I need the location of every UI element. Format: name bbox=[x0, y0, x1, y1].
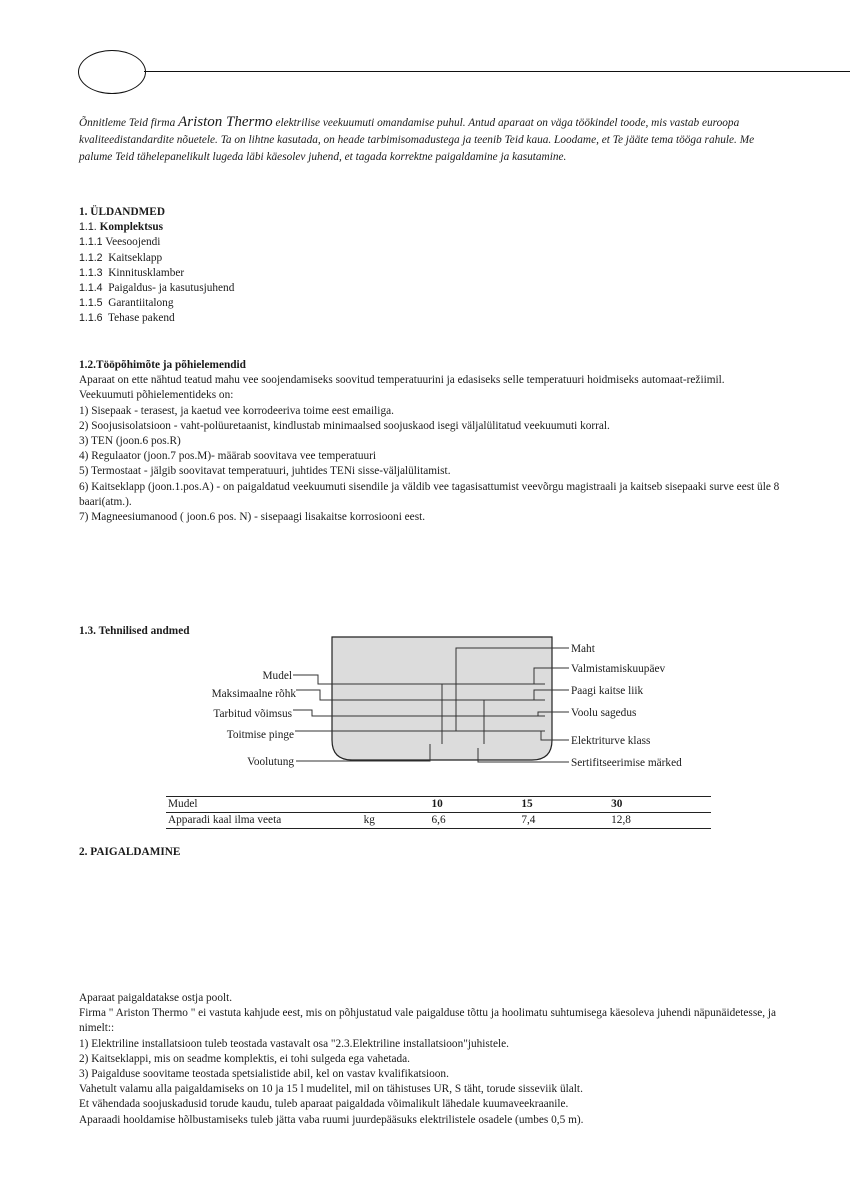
list-item: 1.1.6 Tehase pakend bbox=[79, 312, 175, 325]
table-cell: kg bbox=[364, 813, 432, 829]
installation-line: Aparaadi hooldamise hõlbustamiseks tuleb jätta vaba ruumi juurdepääsuks elektrilistele osadele (umbes 0,5 m). bbox=[79, 1113, 584, 1126]
principle-heading: 1.2.Tööpõhimõte ja põhielemendid bbox=[79, 359, 246, 371]
list-item: 1.1.5 Garantiitalong bbox=[79, 297, 174, 310]
element-item: 7) Magneesiumanood ( joon.6 pos. N) - sisepaagi lisakaitse korrosiooni eest. bbox=[79, 511, 426, 524]
table-cell: Apparadi kaal ilma veeta bbox=[166, 813, 364, 829]
label-electrical-class: Elektriturve klass bbox=[571, 735, 651, 747]
table-cell: 10 bbox=[432, 797, 522, 813]
table-cell: 7,4 bbox=[521, 813, 611, 829]
kit-title: Komplektsus bbox=[99, 221, 164, 234]
element-item: 1) Sisepaak - terasest, ja kaetud vee korrodeeriva toime eest emailiga. bbox=[79, 404, 394, 417]
label-frequency: Voolu sagedus bbox=[571, 707, 637, 719]
installation-heading: 2. PAIGALDAMINE bbox=[79, 846, 181, 858]
installation-section bbox=[79, 991, 794, 1128]
list-item: 1.1.2 Kaitseklapp bbox=[79, 251, 163, 264]
table-cell: 30 bbox=[611, 797, 711, 813]
label-voltage: Toitmise pinge bbox=[226, 729, 294, 741]
intro-prefix: Õnnitleme Teid firma bbox=[79, 117, 176, 129]
intro-text: elektrilise veekuumuti omandamise puhul. Antud aparaat on väga töökindel toode, mis vastab euroopa kvaliteedistandardite nõuetele. Ta on lihtne kasutada, on heade tarbimisomadustega ja teenib Teid kaua. Loodame, et Te jääte tema tööga rahule. Me palume Teid tähelepanelikult lugeda läbi käesolev juhend, et tagada korrektne paigaldamine ja kasutamine. bbox=[79, 117, 755, 163]
label-model: Mudel bbox=[262, 670, 292, 682]
element-item: 5) Termostaat - jälgib soovitavat temperatuuri, juhtides TENi sisse-väljalülitamist. bbox=[79, 465, 451, 478]
installation-line: Firma " Ariston Thermo " ei vastuta kahjude eest, mis on põhjustatud vale paigalduse tõttu ja hoolimatu suhtumisega käesoleva juhendi näpunäidetesse, ja nimelt:: bbox=[79, 1007, 777, 1035]
element-item: 3) TEN (joon.6 pos.R) bbox=[79, 435, 181, 448]
label-manufacture-date: Valmistamiskuupäev bbox=[571, 663, 666, 675]
installation-line: 1) Elektriline installatsioon tuleb teostada vastavalt osa "2.3.Elektriline installatsioon"juhistele. bbox=[79, 1037, 509, 1050]
element-item: 2) Soojusisolatsioon - vaht-polüuretaanist, kindlustab minimaalsed soojuskaod isegi väljalülitatud veekuumuti korral. bbox=[79, 419, 610, 432]
brand-name: Ariston Thermo bbox=[178, 114, 273, 130]
weight-table bbox=[166, 796, 711, 829]
technical-heading: 1.3. Tehnilised andmed bbox=[79, 625, 190, 637]
table-cell: 12,8 bbox=[611, 813, 711, 829]
label-power: Tarbitud võimsus bbox=[213, 708, 292, 720]
list-item: 1.1.3 Kinnitusklamber bbox=[79, 266, 185, 279]
installation-line: Et vähendada soojuskadusid torude kaudu, tuleb aparaat paigaldada võimalikult lähedale kuumaveekraanile. bbox=[79, 1098, 569, 1111]
label-current: Voolutung bbox=[247, 756, 294, 768]
elements-title: Veekuumuti põhielementideks on: bbox=[79, 389, 234, 402]
table-cell: 15 bbox=[521, 797, 611, 813]
list-item: 1.1.1 Veesoojendi bbox=[79, 236, 161, 249]
principle-intro: Aparaat on ette nähtud teatud mahu vee soojendamiseks soovitud temperatuurini ja edasiseks selle temperatuuri hoidmiseks automaat-režiimil. bbox=[79, 374, 725, 387]
table-cell: Mudel bbox=[166, 797, 364, 813]
label-protection: Paagi kaitse liik bbox=[571, 685, 644, 697]
label-certification: Sertifitseerimise märked bbox=[571, 757, 682, 769]
list-item: 1.1.4 Paigaldus- ja kasutusjuhend bbox=[79, 282, 235, 295]
element-item: 4) Regulaator (joon.7 pos.M)- määrab soovitava vee temperatuuri bbox=[79, 450, 377, 463]
installation-line: Vahetult valamu alla paigaldamiseks on 10 ja 15 l mudelitel, mil on tähistuses UR, S täht, torude sisseviik ülalt. bbox=[79, 1083, 583, 1096]
table-header-row bbox=[166, 797, 711, 813]
table-cell bbox=[364, 797, 432, 813]
general-heading: 1. ÜLDANDMED bbox=[79, 206, 165, 218]
label-volume: Maht bbox=[571, 643, 595, 655]
label-max-pressure: Maksimaalne rõhk bbox=[211, 688, 296, 700]
table-cell: 6,6 bbox=[432, 813, 522, 829]
kit-number: 1.1. bbox=[79, 221, 97, 234]
installation-line: 3) Paigalduse soovitame teostada spetsialistide abil, kel on vastav kvalifikatsioon. bbox=[79, 1068, 449, 1081]
installation-line: Aparaat paigaldatakse ostja poolt. bbox=[79, 992, 233, 1004]
table-row bbox=[166, 813, 711, 829]
installation-line: 2) Kaitseklappi, mis on seadme komplektis, ei tohi sulgeda ega vahetada. bbox=[79, 1052, 410, 1065]
element-item: 6) Kaitseklapp (joon.1.pos.A) - on paigaldatud veekuumuti sisendile ja väldib vee tagasisattumist veevõrgu magistraali ja kaitseb sisepaaki surve eest üle 8 baari(atm.). bbox=[79, 480, 780, 508]
